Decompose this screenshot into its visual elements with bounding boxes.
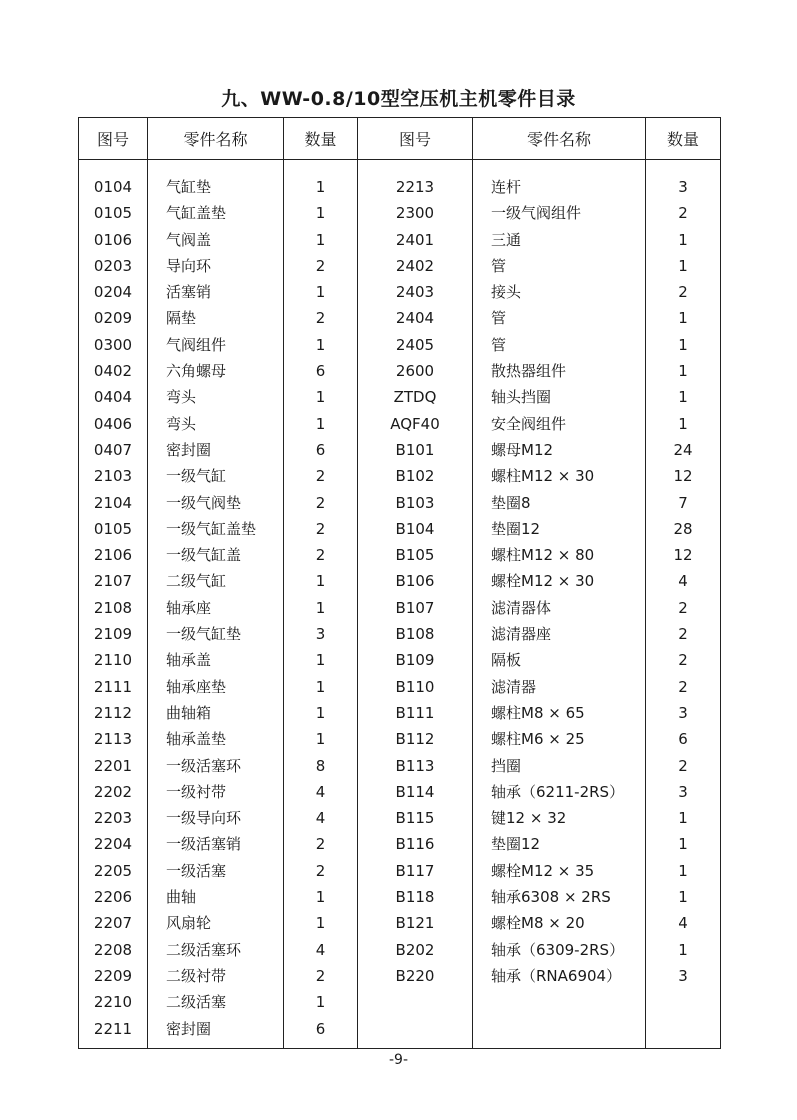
table-row (79, 411, 721, 437)
part-name-cell: 隔板 (491, 651, 522, 670)
table-row (79, 647, 721, 673)
drawing-number-cell: B113 (395, 756, 435, 775)
table-row (79, 305, 721, 331)
table-row (79, 358, 721, 384)
drawing-number-cell: 2211 (93, 1019, 133, 1038)
part-name-cell: 轴承座垫 (166, 677, 227, 696)
part-name-cell: 轴承（RNA6904） (491, 966, 622, 985)
quantity-cell: 4 (315, 809, 326, 828)
drawing-number-cell: B102 (395, 467, 435, 486)
part-name-cell: 导向环 (166, 256, 212, 275)
quantity-cell: 2 (678, 204, 688, 223)
drawing-number-cell: 2205 (93, 861, 133, 880)
quantity-cell: 6 (315, 362, 326, 381)
drawing-number-cell: B117 (395, 861, 435, 880)
part-name-cell: 轴承盖垫 (166, 730, 227, 749)
table-row (79, 884, 721, 910)
table-header-row (79, 118, 721, 160)
drawing-number-cell: B121 (395, 914, 435, 933)
part-name-cell: 气缸盖垫 (166, 204, 227, 223)
part-name-cell: 滤清器座 (491, 625, 552, 644)
drawing-number-cell: B103 (395, 493, 435, 512)
drawing-number-cell: 0104 (93, 178, 133, 196)
quantity-cell: 2 (678, 283, 688, 302)
part-name-cell: 弯头 (166, 414, 197, 433)
quantity-cell: 2 (315, 835, 326, 854)
drawing-number-cell: 2112 (93, 703, 133, 722)
quantity-cell: 2 (678, 651, 688, 670)
drawing-number-cell: 2201 (93, 756, 133, 775)
part-name-cell: 气阀组件 (166, 335, 227, 354)
quantity-cell: 12 (673, 546, 693, 565)
part-name-cell: 管 (491, 309, 507, 328)
drawing-number-cell: 0402 (93, 362, 133, 381)
drawing-number-cell: 0404 (93, 388, 133, 407)
drawing-number-cell: 0407 (93, 440, 133, 459)
quantity-cell: 1 (678, 809, 688, 828)
drawing-number-cell: 0105 (93, 204, 133, 223)
quantity-cell (646, 989, 720, 1015)
part-name-cell: 气缸垫 (166, 178, 212, 196)
drawing-number-cell: 0300 (93, 335, 133, 354)
quantity-cell: 24 (673, 440, 693, 459)
table-row (79, 1016, 721, 1042)
drawing-number-cell: 0105 (93, 519, 133, 538)
part-name-cell: 接头 (491, 283, 522, 302)
quantity-cell: 3 (678, 703, 688, 722)
quantity-cell: 1 (678, 230, 688, 249)
quantity-cell: 6 (315, 1019, 326, 1038)
quantity-cell: 2 (315, 256, 326, 275)
part-name-cell: 曲轴 (166, 888, 197, 907)
quantity-cell: 1 (315, 703, 326, 722)
quantity-cell: 2 (315, 309, 326, 328)
quantity-cell: 1 (315, 204, 326, 223)
quantity-cell: 1 (678, 888, 688, 907)
table-row (79, 963, 721, 989)
quantity-cell: 4 (678, 572, 688, 591)
part-name-cell: 二级活塞 (166, 993, 227, 1012)
part-name-cell (473, 989, 645, 1015)
quantity-cell: 1 (678, 335, 688, 354)
table-row (79, 200, 721, 226)
part-name-cell: 一级活塞 (166, 861, 227, 880)
part-name-cell: 活塞销 (166, 283, 212, 302)
quantity-cell: 7 (678, 493, 688, 512)
table-row (79, 700, 721, 726)
header-quantity: 数量 (646, 118, 721, 160)
drawing-number-cell: 2600 (395, 362, 435, 381)
part-name-cell: 一级气缸盖 (166, 546, 242, 565)
quantity-cell: 2 (315, 519, 326, 538)
quantity-cell: 4 (315, 782, 326, 801)
part-name-cell: 散热器组件 (491, 362, 567, 381)
header-part-name: 零件名称 (473, 118, 646, 160)
part-name-cell: 管 (491, 256, 507, 275)
part-name-cell: 键12 × 32 (491, 809, 567, 828)
part-name-cell: 曲轴箱 (166, 703, 212, 722)
drawing-number-cell: B202 (395, 940, 435, 959)
drawing-number-cell: B115 (395, 809, 435, 828)
quantity-cell (646, 1016, 720, 1042)
table-row (79, 805, 721, 831)
part-name-cell: 滤清器 (491, 677, 537, 696)
part-name-cell: 弯头 (166, 388, 197, 407)
drawing-number-cell: B112 (395, 730, 435, 749)
drawing-number-cell: B108 (395, 625, 435, 644)
page-title: 九、WW-0.8/10型空压机主机零件目录 (221, 88, 576, 110)
part-name-cell: 一级衬带 (166, 782, 227, 801)
drawing-number-cell: 2109 (93, 625, 133, 644)
quantity-cell: 1 (315, 993, 326, 1012)
quantity-cell: 1 (678, 861, 688, 880)
drawing-number-cell: 2204 (93, 835, 133, 854)
part-name-cell: 螺栓M8 × 20 (491, 914, 585, 933)
quantity-cell: 2 (315, 861, 326, 880)
part-name-cell: 管 (491, 335, 507, 354)
table-row (79, 674, 721, 700)
table-row (79, 831, 721, 857)
quantity-cell: 1 (315, 651, 326, 670)
part-name-cell: 密封圈 (166, 440, 212, 459)
quantity-cell: 2 (315, 546, 326, 565)
quantity-cell: 4 (678, 914, 688, 933)
part-name-cell: 三通 (491, 230, 522, 249)
drawing-number-cell: 2404 (395, 309, 435, 328)
part-name-cell: 垫圈12 (491, 835, 541, 854)
quantity-cell: 1 (678, 256, 688, 275)
quantity-cell: 1 (678, 835, 688, 854)
drawing-number-cell: 2107 (93, 572, 133, 591)
drawing-number-cell: 0406 (93, 414, 133, 433)
drawing-number-cell: 2405 (395, 335, 435, 354)
quantity-cell: 1 (315, 388, 326, 407)
quantity-cell: 12 (673, 467, 693, 486)
quantity-cell: 1 (315, 914, 326, 933)
quantity-cell: 1 (678, 309, 688, 328)
part-name-cell: 螺母M12 (491, 440, 554, 459)
table-row (79, 568, 721, 594)
part-name-cell: 六角螺母 (166, 362, 227, 381)
drawing-number-cell: 0209 (93, 309, 133, 328)
drawing-number-cell: 2403 (395, 283, 435, 302)
part-name-cell: 安全阀组件 (491, 414, 567, 433)
drawing-number-cell: 2213 (395, 178, 435, 196)
drawing-number-cell: 2110 (93, 651, 133, 670)
quantity-cell: 3 (678, 178, 688, 196)
drawing-number-cell: B220 (395, 966, 435, 985)
drawing-number-cell: 2103 (93, 467, 133, 486)
drawing-number-cell: 2300 (395, 204, 435, 223)
drawing-number-cell: 0204 (93, 283, 133, 302)
quantity-cell: 1 (315, 283, 326, 302)
quantity-cell: 2 (315, 467, 326, 486)
drawing-number-cell: 2108 (93, 598, 133, 617)
quantity-cell: 6 (678, 730, 688, 749)
table-row (79, 595, 721, 621)
table-row (79, 384, 721, 410)
table-row (79, 858, 721, 884)
part-name-cell: 二级活塞环 (166, 940, 242, 959)
quantity-cell: 1 (678, 940, 688, 959)
header-quantity: 数量 (284, 118, 358, 160)
part-name-cell: 螺栓M12 × 30 (491, 572, 595, 591)
drawing-number-cell: 2207 (93, 914, 133, 933)
quantity-cell: 1 (315, 677, 326, 696)
quantity-cell: 1 (315, 335, 326, 354)
drawing-number-cell: 2104 (93, 493, 133, 512)
table-row (79, 910, 721, 936)
page-number: -9- (388, 1052, 408, 1068)
part-name-cell: 轴承（6211-2RS） (491, 782, 625, 801)
part-name-cell: 轴头挡圈 (491, 388, 552, 407)
quantity-cell: 1 (678, 414, 688, 433)
part-name-cell: 风扇轮 (166, 914, 212, 933)
quantity-cell: 2 (678, 625, 688, 644)
table-body (79, 160, 721, 1049)
drawing-number-cell: 0106 (93, 230, 133, 249)
quantity-cell: 3 (678, 966, 688, 985)
drawing-number-cell: B114 (395, 782, 435, 801)
part-name-cell: 一级导向环 (166, 809, 242, 828)
drawing-number-cell: B111 (395, 703, 435, 722)
part-name-cell: 一级气阀垫 (166, 493, 242, 512)
table-row (79, 621, 721, 647)
header-drawing-no: 图号 (358, 118, 473, 160)
part-name-cell: 二级衬带 (166, 966, 227, 985)
quantity-cell: 1 (315, 414, 326, 433)
quantity-cell: 2 (678, 598, 688, 617)
drawing-number-cell: B107 (395, 598, 435, 617)
drawing-number-cell: 2113 (93, 730, 133, 749)
quantity-cell: 2 (315, 966, 326, 985)
header-drawing-no: 图号 (79, 118, 148, 160)
part-name-cell: 密封圈 (166, 1019, 212, 1038)
table-row (79, 463, 721, 489)
quantity-cell: 1 (678, 388, 688, 407)
table-row (79, 437, 721, 463)
drawing-number-cell: 2203 (93, 809, 133, 828)
drawing-number-cell: 2206 (93, 888, 133, 907)
part-name-cell: 垫圈8 (491, 493, 531, 512)
parts-table (78, 117, 721, 1049)
drawing-number-cell: B101 (395, 440, 435, 459)
quantity-cell: 1 (315, 230, 326, 249)
part-name-cell: 一级气缸垫 (166, 625, 242, 644)
part-name-cell: 一级气阀组件 (491, 204, 582, 223)
drawing-number-cell: 2111 (93, 677, 133, 696)
part-name-cell: 垫圈12 (491, 519, 541, 538)
drawing-number-cell: 2208 (93, 940, 133, 959)
part-name-cell: 螺柱M6 × 25 (491, 730, 585, 749)
table-row (79, 989, 721, 1015)
table-row (79, 726, 721, 752)
part-name-cell: 螺栓M12 × 35 (491, 861, 595, 880)
quantity-cell: 1 (315, 178, 326, 196)
quantity-cell: 1 (315, 888, 326, 907)
quantity-cell: 28 (673, 519, 693, 538)
drawing-number-cell: 0203 (93, 256, 133, 275)
part-name-cell: 一级活塞环 (166, 756, 242, 775)
table-row (79, 937, 721, 963)
part-name-cell: 一级气缸 (166, 467, 227, 486)
part-name-cell: 轴承座 (166, 598, 212, 617)
part-name-cell: 轴承6308 × 2RS (491, 888, 611, 907)
quantity-cell: 1 (315, 730, 326, 749)
drawing-number-cell: 2402 (395, 256, 435, 275)
quantity-cell: 3 (315, 625, 326, 644)
drawing-number-cell: B116 (395, 835, 435, 854)
drawing-number-cell: B110 (395, 677, 435, 696)
table-row (79, 490, 721, 516)
drawing-number-cell: B104 (395, 519, 435, 538)
quantity-cell: 8 (315, 756, 326, 775)
drawing-number-cell: B106 (395, 572, 435, 591)
quantity-cell: 2 (315, 493, 326, 512)
quantity-cell: 3 (678, 782, 688, 801)
table-row (79, 779, 721, 805)
quantity-cell: 6 (315, 440, 326, 459)
table-row (79, 542, 721, 568)
table-row (79, 516, 721, 542)
table-row (79, 253, 721, 279)
drawing-number-cell: 2401 (395, 230, 435, 249)
part-name-cell: 挡圈 (491, 756, 522, 775)
table-row (79, 174, 721, 200)
drawing-number-cell (358, 1016, 472, 1042)
drawing-number-cell: 2209 (93, 966, 133, 985)
table-row (79, 753, 721, 779)
drawing-number-cell: 2210 (93, 993, 133, 1012)
quantity-cell: 1 (315, 598, 326, 617)
part-name-cell: 螺柱M8 × 65 (491, 703, 585, 722)
part-name-cell: 螺柱M12 × 80 (491, 546, 595, 565)
table-row (79, 227, 721, 253)
drawing-number-cell: B105 (395, 546, 435, 565)
quantity-cell: 2 (678, 756, 688, 775)
part-name-cell: 轴承（6309-2RS） (491, 940, 625, 959)
part-name-cell: 隔垫 (166, 309, 197, 328)
quantity-cell: 2 (678, 677, 688, 696)
drawing-number-cell (358, 989, 472, 1015)
drawing-number-cell: 2106 (93, 546, 133, 565)
drawing-number-cell: 2202 (93, 782, 133, 801)
table-row (79, 332, 721, 358)
part-name-cell: 气阀盖 (166, 230, 212, 249)
part-name-cell: 一级活塞销 (166, 835, 242, 854)
drawing-number-cell: B118 (395, 888, 435, 907)
drawing-number-cell: AQF40 (390, 414, 440, 433)
quantity-cell: 1 (678, 362, 688, 381)
part-name-cell: 二级气缸 (166, 572, 227, 591)
part-name-cell: 螺柱M12 × 30 (491, 467, 595, 486)
drawing-number-cell: B109 (395, 651, 435, 670)
part-name-cell: 滤清器体 (491, 598, 552, 617)
quantity-cell: 4 (315, 940, 326, 959)
part-name-cell: 连杆 (491, 178, 522, 196)
drawing-number-cell: ZTDQ (393, 388, 437, 407)
header-part-name: 零件名称 (148, 118, 284, 160)
part-name-cell: 一级气缸盖垫 (166, 519, 257, 538)
quantity-cell: 1 (315, 572, 326, 591)
part-name-cell: 轴承盖 (166, 651, 212, 670)
table-row (79, 279, 721, 305)
part-name-cell (473, 1016, 645, 1042)
